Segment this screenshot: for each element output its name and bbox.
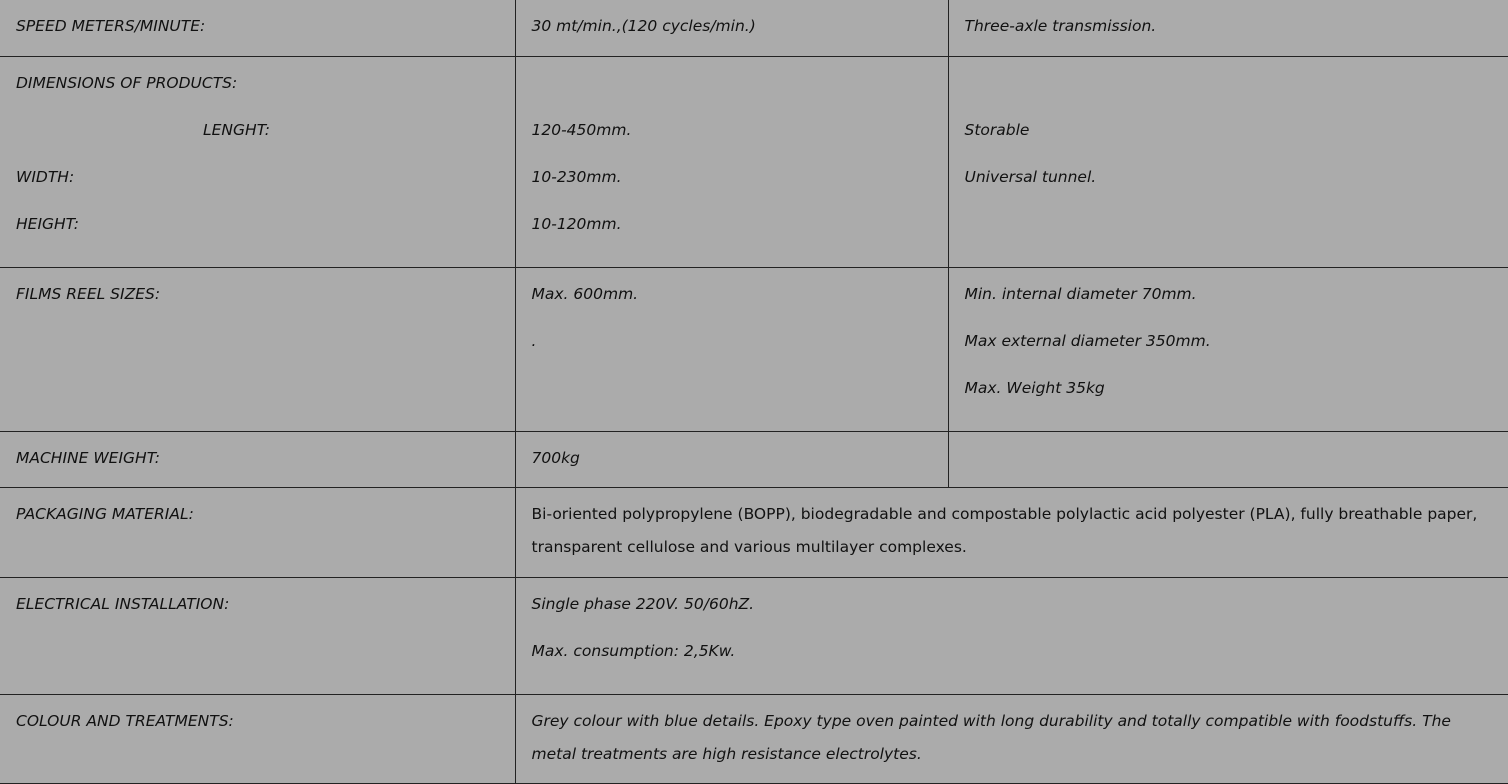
- weight-note: [965, 448, 1493, 468]
- table-row: [0, 0, 1508, 56]
- packaging-label: PACKAGING MATERIAL:: [16, 504, 194, 523]
- packaging-value: Bi-oriented polypropylene (BOPP), biodegradable and compostable polylactic acid polyester (PLA), fully breathable paper, transparent cellulose and various multilayer complexes.: [531, 504, 1478, 556]
- width-value: 10-230mm.: [531, 167, 622, 186]
- films-label: FILMS REEL SIZES:: [16, 284, 161, 303]
- colour-label: COLOUR AND TREATMENTS:: [16, 711, 234, 730]
- speed-note: Three-axle transmission.: [964, 17, 1157, 35]
- row-value: [515, 487, 1508, 577]
- row-label: [0, 267, 515, 431]
- spacer: [532, 73, 932, 93]
- films-note-weight: Max. Weight 35kg: [964, 378, 1105, 397]
- length-value: 120-450mm.: [531, 120, 632, 139]
- width-note: Universal tunnel.: [964, 167, 1097, 186]
- row-note: [948, 0, 1508, 56]
- table-row: [0, 431, 1508, 487]
- weight-value: 700kg: [531, 448, 580, 467]
- colour-value: Grey colour with blue details. Epoxy type oven painted with long durability and totally compatible with foodstuffs. The metal treatments are high resistance electrolytes.: [531, 711, 1451, 763]
- length-label: LENGHT:: [203, 120, 270, 139]
- films-value: Max. 600mm.: [531, 284, 639, 303]
- table-row: [0, 577, 1508, 694]
- row-label: [0, 577, 515, 694]
- films-note-external: Max external diameter 350mm.: [964, 331, 1211, 350]
- spacer: [965, 73, 1493, 93]
- row-label: [0, 0, 515, 56]
- speed-value: 30 mt/min.,(120 cycles/min.): [531, 17, 756, 35]
- electrical-label: ELECTRICAL INSTALLATION:: [16, 594, 230, 613]
- weight-label: MACHINE WEIGHT:: [16, 448, 160, 467]
- table-row: [0, 56, 1508, 267]
- films-note-internal: Min. internal diameter 70mm.: [964, 284, 1197, 303]
- row-note: [948, 431, 1508, 487]
- table-row: [0, 694, 1508, 783]
- dimensions-label: DIMENSIONS OF PRODUCTS:: [16, 73, 238, 92]
- row-value: [515, 431, 948, 487]
- row-value: [515, 577, 1508, 694]
- row-value: [515, 56, 948, 267]
- length-note: Storable: [964, 120, 1030, 139]
- speed-label: SPEED METERS/MINUTE:: [16, 17, 206, 35]
- row-label: [0, 487, 515, 577]
- row-value: [515, 267, 948, 431]
- table-row: [0, 487, 1508, 577]
- height-label: HEIGHT:: [16, 214, 79, 233]
- width-label: WIDTH:: [16, 167, 75, 186]
- row-label: [0, 431, 515, 487]
- row-label: [0, 694, 515, 783]
- row-note: [948, 56, 1508, 267]
- films-value-2: .: [531, 331, 537, 350]
- table-row: [0, 267, 1508, 431]
- electrical-line-1: Single phase 220V. 50/60hZ.: [531, 594, 755, 613]
- electrical-line-2: Max. consumption: 2,5Kw.: [531, 641, 736, 660]
- row-note: [948, 267, 1508, 431]
- row-value: [515, 694, 1508, 783]
- row-label: [0, 56, 515, 267]
- height-value: 10-120mm.: [531, 214, 622, 233]
- row-value: [515, 0, 948, 56]
